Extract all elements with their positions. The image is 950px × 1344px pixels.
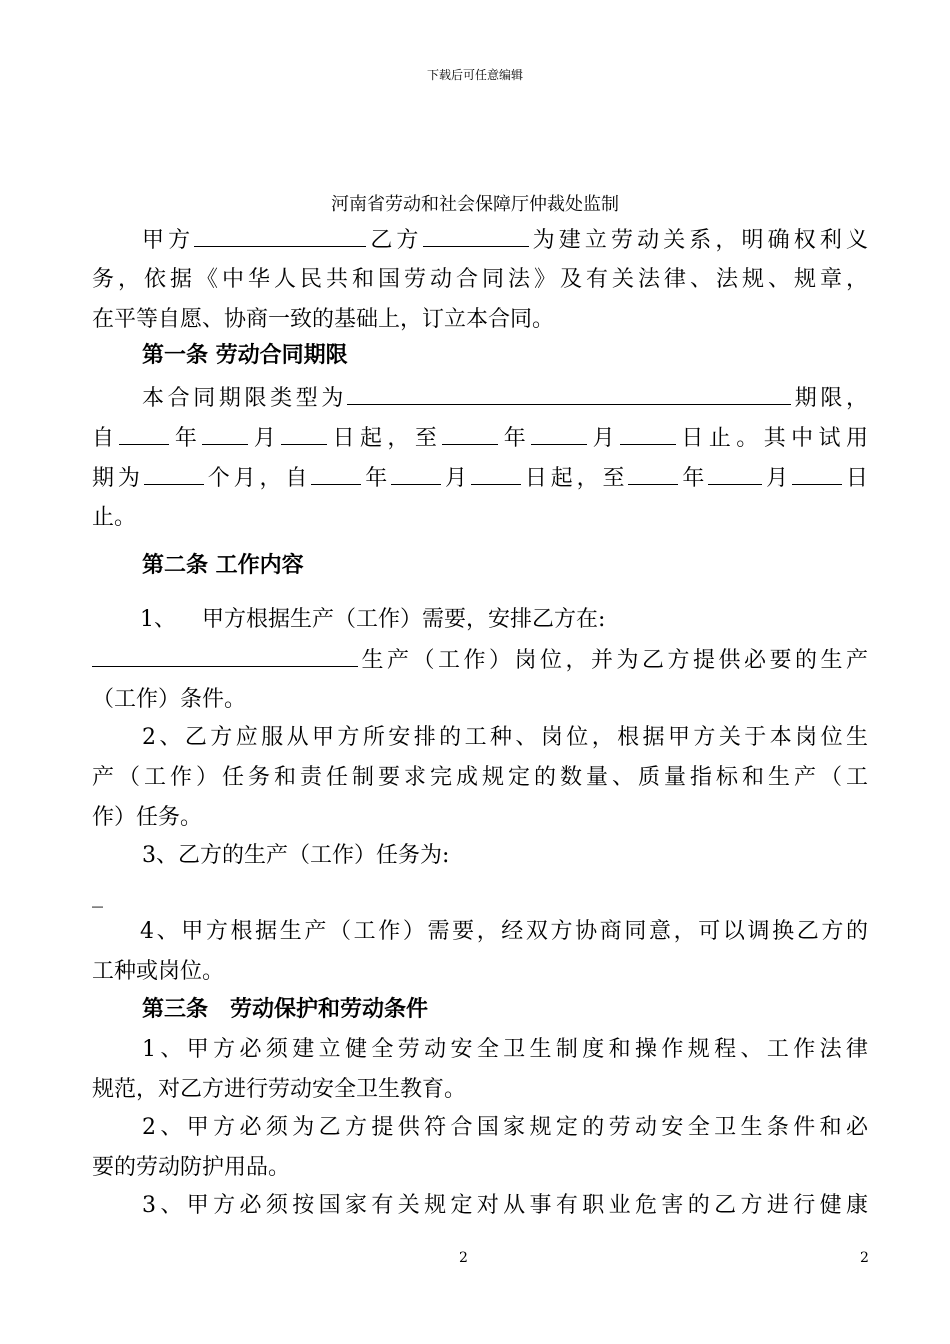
trial-start-year-blank[interactable] (311, 458, 361, 485)
party-a-label: 甲方 (142, 228, 195, 253)
month-label: 月 (762, 466, 793, 491)
supervisor-line: 河南省劳动和社会保障厅仲裁处监制 (331, 194, 619, 215)
day-to-label: 日起，至 (327, 426, 443, 451)
preamble-line-2: 务，依据《中华人民共和国劳动合同法》及有关法律、法规、规章， (92, 267, 868, 292)
article-1-line-4: 止。 (92, 505, 137, 530)
preamble-line-3: 在平等自愿、协商一致的基础上，订立本合同。 (92, 307, 555, 332)
year-label: 年 (498, 426, 532, 451)
start-year-blank[interactable] (119, 418, 169, 445)
trial-start-month-blank[interactable] (391, 458, 441, 485)
article-3-item-2-line-2: 要的劳动防护用品。 (92, 1155, 291, 1180)
party-a-blank[interactable] (194, 220, 366, 247)
start-day-blank[interactable] (281, 418, 327, 445)
article-1-line-2 (92, 418, 868, 459)
trial-end-month-blank[interactable] (708, 458, 762, 485)
month-label: 月 (441, 466, 471, 491)
article-3-item-3-line-1: 3、甲方必须按国家有关规定对从事有职业危害的乙方进行健康 (142, 1193, 868, 1218)
day-label: 日 (842, 466, 868, 491)
article-1-line-3 (92, 458, 868, 499)
article-2-item-4-line-1: 4、甲方根据生产（工作）需要，经双方协商同意，可以调换乙方的 (140, 919, 868, 944)
year-label: 年 (361, 466, 392, 491)
term-type-label: 本合同期限类型为 (142, 386, 348, 411)
trial-end-year-blank[interactable] (628, 458, 678, 485)
day-to-label: 日起，至 (520, 466, 629, 491)
item-number: 1、 (140, 607, 176, 632)
item-1-text: 甲方根据生产（工作）需要，安排乙方在: (202, 607, 606, 632)
article-2-item-1 (140, 600, 868, 640)
article-2-heading: 第二条 工作内容 (142, 553, 304, 578)
article-3-heading: 第三条 劳动保护和劳动条件 (142, 997, 429, 1022)
month-label: 月 (587, 426, 620, 451)
article-2-item-2-line-1: 2、乙方应服从甲方所安排的工种、岗位，根据甲方关于本岗位生 (142, 725, 868, 750)
article-2-item-3: 3、乙方的生产（工作）任务为: (142, 843, 450, 868)
task-blank[interactable]: _ (92, 883, 103, 908)
preamble-line-1 (142, 220, 868, 261)
page-number-right: 2 (860, 1250, 869, 1266)
trial-end-day-blank[interactable] (792, 458, 842, 485)
article-3-item-2-line-1: 2、甲方必须为乙方提供符合国家规定的劳动安全卫生条件和必 (142, 1115, 868, 1140)
trial-period-label: 期为 (92, 466, 144, 491)
party-b-label: 乙方 (366, 228, 423, 253)
article-2-item-1-end: （工作）条件。 (92, 687, 247, 712)
article-3-item-1-line-2: 规范，对乙方进行劳动安全卫生教育。 (92, 1077, 467, 1102)
term-type-blank[interactable] (347, 378, 791, 405)
article-2-item-2-line-3: 作）任务。 (92, 805, 203, 830)
article-2-item-1-cont (92, 640, 868, 681)
trial-start-day-blank[interactable] (471, 458, 521, 485)
month-label: 月 (248, 426, 282, 451)
article-2-item-4-line-2: 工种或岗位。 (92, 959, 225, 984)
header-note: 下载后可任意编辑 (426, 68, 523, 82)
from-label: 自 (92, 426, 120, 451)
trial-months-blank[interactable] (144, 458, 204, 485)
page-number-center: 2 (459, 1250, 468, 1266)
party-b-blank[interactable] (423, 220, 529, 247)
year-label: 年 (169, 426, 203, 451)
start-month-blank[interactable] (202, 418, 248, 445)
end-trial-label: 日止。其中试用 (676, 426, 868, 451)
position-blank[interactable] (92, 640, 358, 667)
term-suffix: 期限， (791, 386, 868, 411)
preamble-line-1-tail: 为建立劳动关系，明确权利义 (528, 228, 868, 253)
article-1-heading: 第一条 劳动合同期限 (142, 343, 348, 368)
year-label: 年 (678, 466, 709, 491)
item-1-cont-text: 生产（工作）岗位，并为乙方提供必要的生产 (358, 648, 868, 673)
end-month-blank[interactable] (531, 418, 587, 445)
end-day-blank[interactable] (620, 418, 676, 445)
article-3-item-1-line-1: 1、甲方必须建立健全劳动安全卫生制度和操作规程、工作法律 (142, 1037, 868, 1062)
end-year-blank[interactable] (442, 418, 498, 445)
article-2-item-2-line-2: 产（工作）任务和责任制要求完成规定的数量、质量指标和生产（工 (92, 765, 868, 790)
article-1-line-1 (142, 378, 868, 419)
months-from-label: 个月，自 (203, 466, 312, 491)
